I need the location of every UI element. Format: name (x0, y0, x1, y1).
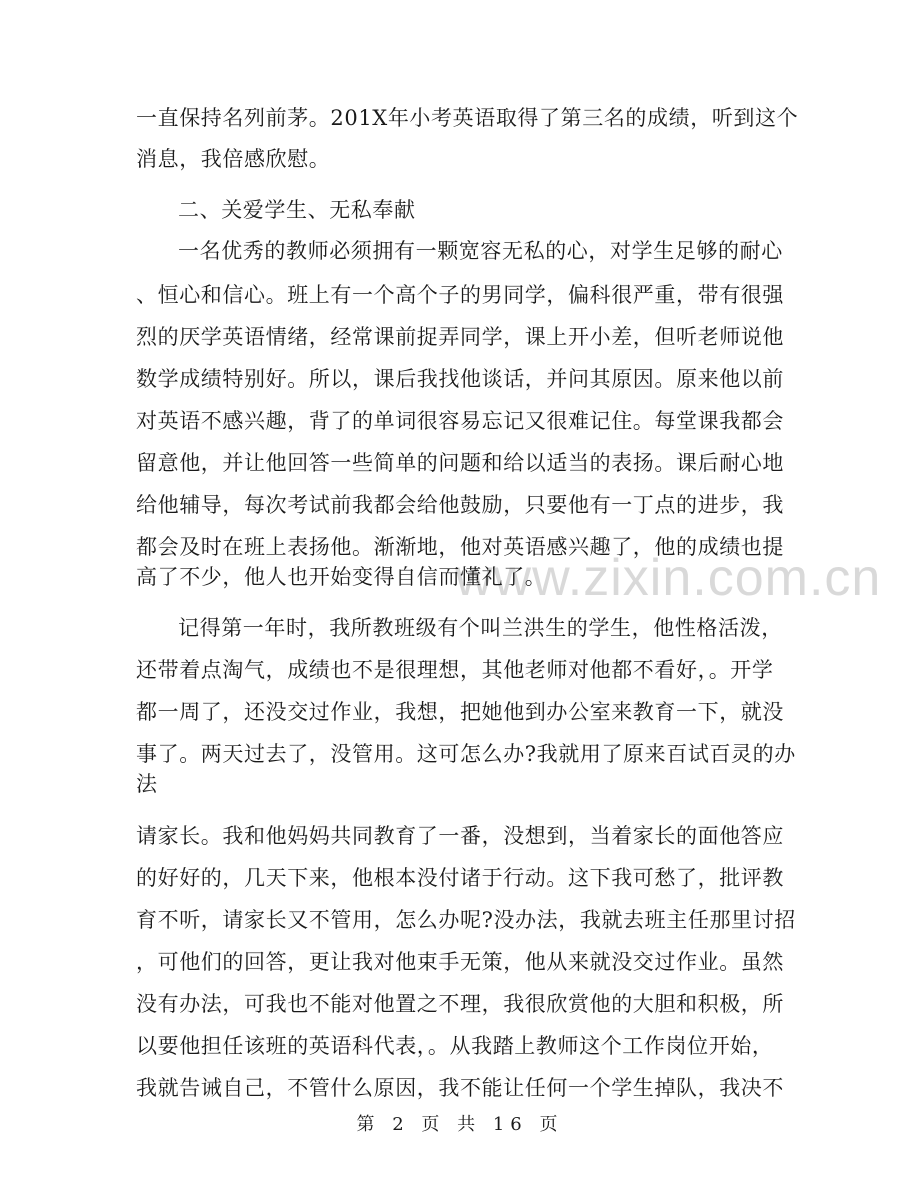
text-line: 法 (136, 772, 158, 796)
text-line: 记得第一年时，我所教班级有个叫兰洪生的学生，他性格活泼， (178, 616, 783, 640)
text-line: 都会及时在班上表扬他。渐渐地，他对英语感兴趣了，他的成绩也提 (136, 535, 784, 559)
text-line: 育不听，请家长又不管用，怎么办呢?没办法，我就去班主任那里讨招 (136, 908, 796, 932)
section-heading: 二、关爱学生、无私奉献 (178, 198, 416, 222)
text-line: 事了。两天过去了，没管用。这可怎么办?我就用了原来百试百灵的办 (136, 742, 796, 766)
text-line: 我就告诫自己，不管什么原因，我不能让任何一个学生掉队，我决不 (136, 1076, 784, 1100)
text-line: 没有办法，可我也不能对他置之不理，我很欣赏他的大胆和积极，所 (136, 992, 784, 1016)
text-line: 消息，我倍感欣慰。 (136, 147, 331, 171)
text-line: 留意他，并让他回答一些简单的问题和给以适当的表扬。课后耐心地 (136, 451, 784, 475)
text-line: ，可他们的回答，更让我对他束手无策，他从来就没交过作业。虽然 (136, 950, 784, 974)
text-line: 烈的厌学英语情绪，经常课前捉弄同学，课上开小差，但听老师说他 (136, 325, 784, 349)
text-line: 一名优秀的教师必须拥有一颗宽容无私的心，对学生足够的耐心 (178, 239, 783, 263)
text-line: 都一周了，还没交过作业，我想，把她他到办公室来教育一下，就没 (136, 700, 784, 724)
watermark: www.zixin.com.cn (455, 549, 882, 607)
text-line: 请家长。我和他妈妈共同教育了一番，没想到，当着家长的面他答应 (136, 824, 784, 848)
text-line: 以要他担任该班的英语科代表，。从我踏上教师这个工作岗位开始， (136, 1034, 774, 1058)
text-line: 的好好的，几天下来，他根本没付诸于行动。这下我可愁了，批评教 (136, 866, 784, 890)
text-line: 一直保持名列前茅。201X年小考英语取得了第三名的成绩，听到这个 (136, 106, 799, 130)
text-line: 、恒心和信心。班上有一个高个子的男同学，偏科很严重，带有很强 (136, 283, 784, 307)
text-line: 还带着点淘气，成绩也不是很理想，其他老师对他都不看好，。开学 (136, 658, 774, 682)
text-line: 对英语不感兴趣，背了的单词很容易忘记又很难记住。每堂课我都会 (136, 409, 784, 433)
text-line: 数学成绩特别好。所以，课后我找他谈话，并问其原因。原来他以前 (136, 367, 784, 391)
text-line: 给他辅导，每次考试前我都会给他鼓励，只要他有一丁点的进步，我 (136, 493, 784, 517)
text-line: 高了不少，他人也开始变得自信而懂礼了。 (136, 565, 547, 589)
page-footer: 第 2 页 共 16 页 (356, 1114, 564, 1135)
